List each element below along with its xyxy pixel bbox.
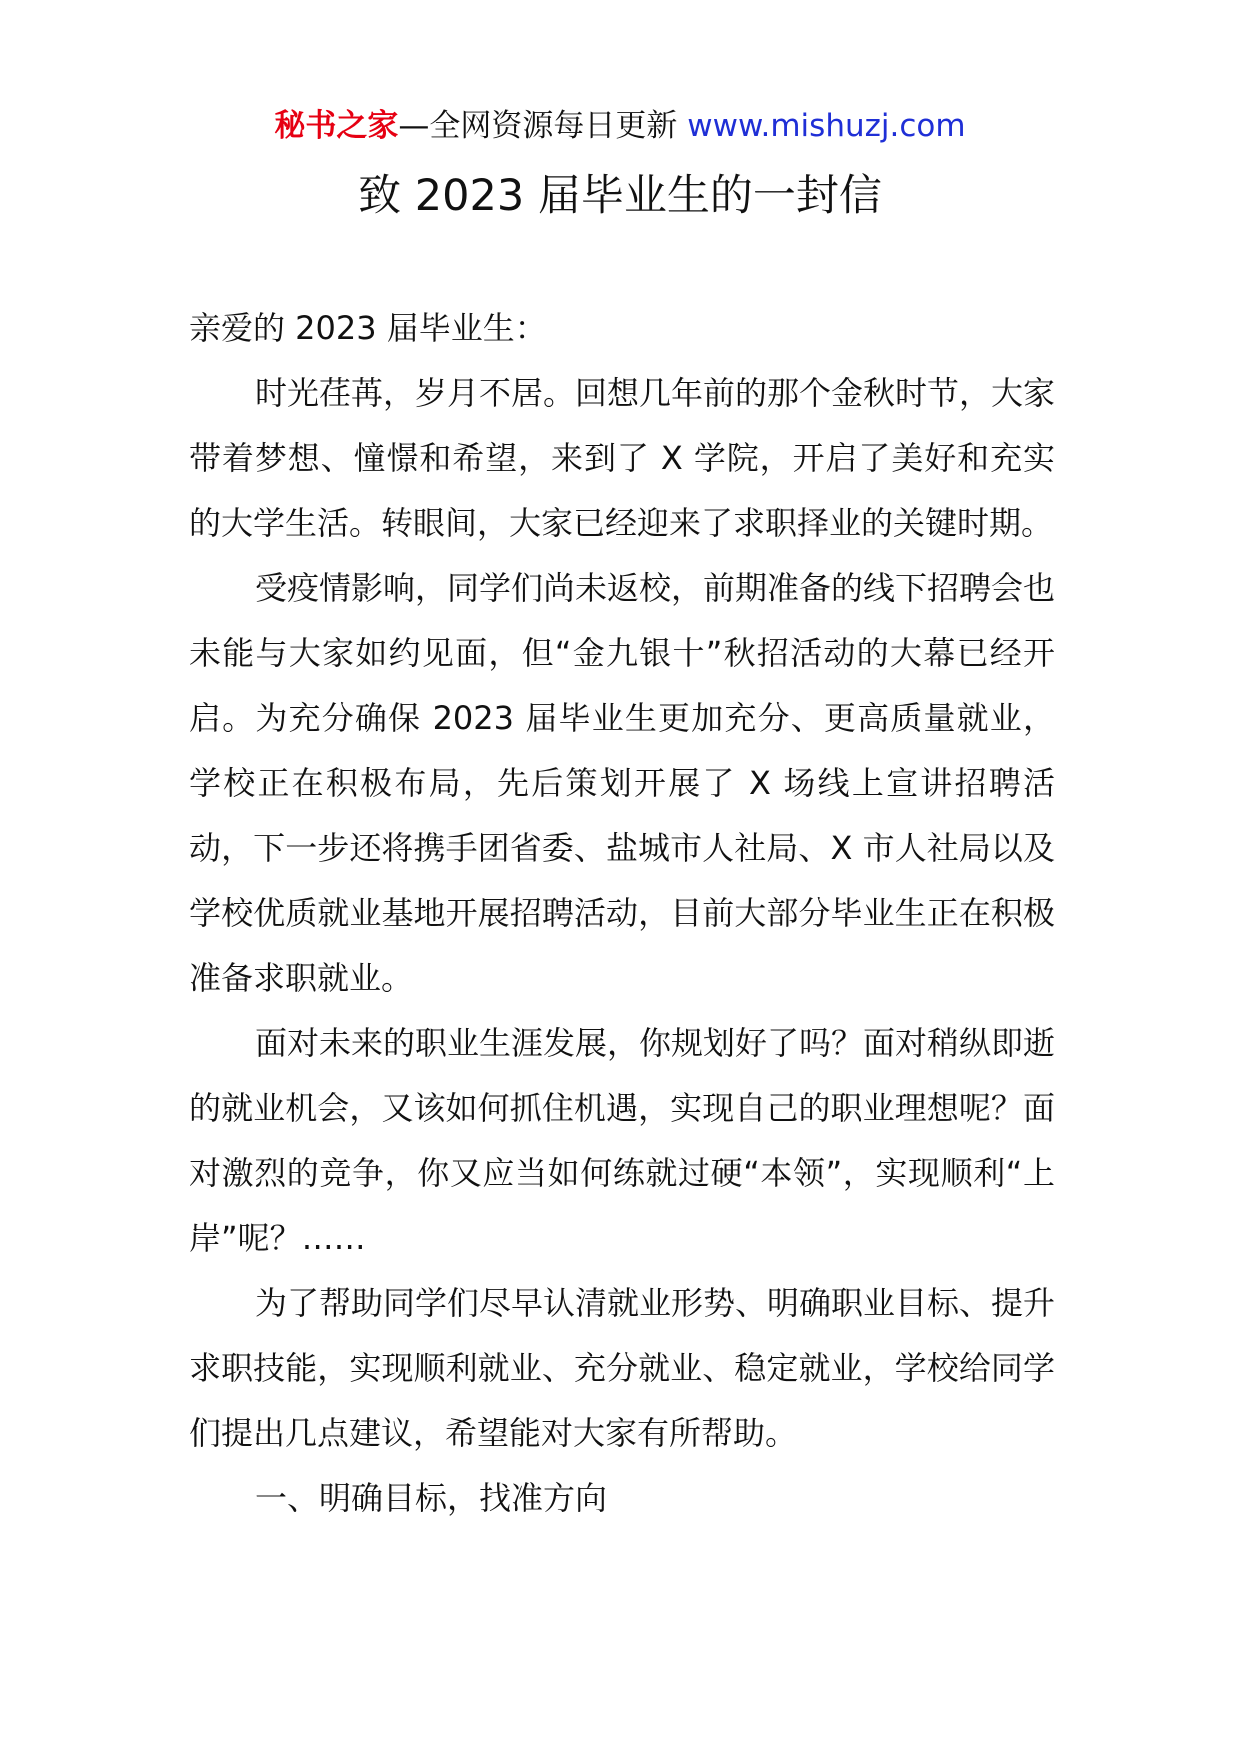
brand-name: 秘书之家 bbox=[274, 108, 399, 144]
paragraph: 面对未来的职业生涯发展，你规划好了吗？面对稍纵即逝的就业机会，又该如何抓住机遇，实现自己的职业理想呢？面对激烈的竞争，你又应当如何练就过硬“本领”，实现顺利“上岸”呢？…… bbox=[189, 1024, 1056, 1257]
document-title: 致 2023 届毕业生的一封信 bbox=[358, 171, 882, 221]
header-tagline: —全网资源每日更新 bbox=[398, 108, 688, 144]
site-url: www.mishuzj.com bbox=[687, 108, 966, 144]
document-body bbox=[189, 296, 1055, 1531]
paragraph: 时光荏苒，岁月不居。回想几年前的那个金秋时节，大家带着梦想、憧憬和希望，来到了 X 学院，开启了美好和充实的大学生活。转眼间，大家已经迎来了求职择业的关键时期。 bbox=[189, 374, 1056, 542]
paragraph: 为了帮助同学们尽早认清就业形势、明确职业目标、提升求职技能，实现顺利就业、充分就业、稳定就业，学校给同学们提出几点建议，希望能对大家有所帮助。 bbox=[189, 1284, 1056, 1452]
site-header bbox=[0, 104, 1240, 148]
paragraph: 受疫情影响，同学们尚未返校，前期准备的线下招聘会也未能与大家如约见面，但“金九银十”秋招活动的大幕已经开启。为充分确保 2023 届毕业生更加充分、更高质量就业，学校正在积极布局，先后策划开展了 X 场线上宣讲招聘活动，下一步还将携手团省委、盐城市人社局、X 市人社局以及学校优质就业基地开展招聘活动，目前大部分毕业生正在积极准备求职就业。 bbox=[189, 569, 1056, 997]
section-heading: 一、明确目标，找准方向 bbox=[255, 1479, 608, 1517]
salutation: 亲爱的 2023 届毕业生： bbox=[189, 309, 547, 347]
